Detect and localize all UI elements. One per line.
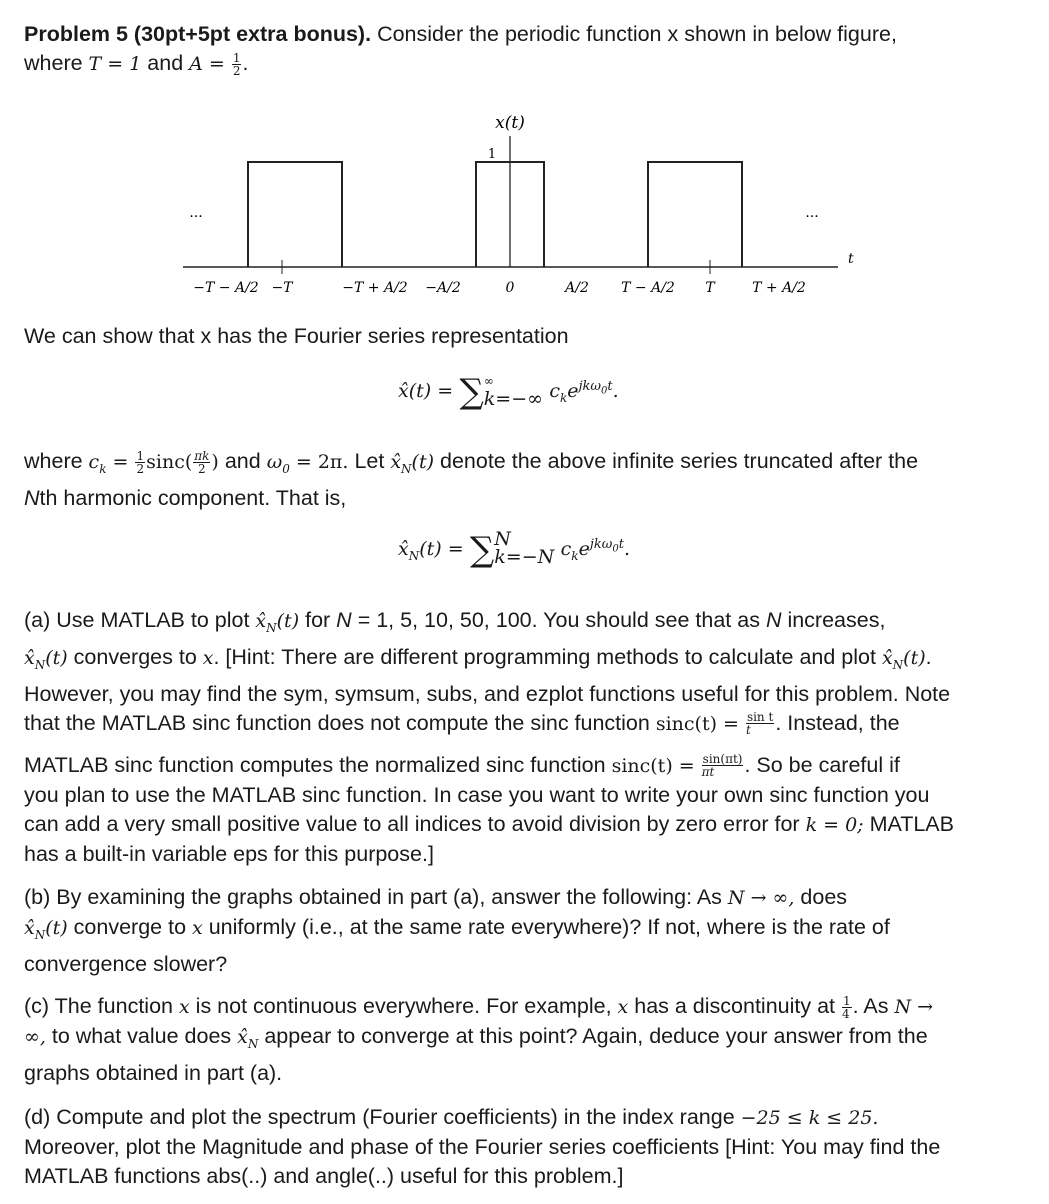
problem-statement: Problem 5 (30pt+5pt extra bonus). Consider the periodic function x shown in below figure, where T = 1 and A = $\frac{1}{2}$ . [24, 22, 897, 78]
tick-label: −T + A/2 [342, 280, 408, 296]
part-a: (a) Use MATLAB to plot $x̂_N(t)$ for N = 1, 5, 10, 50, 100. You should see that as N increases, $x̂_N(t)$ converges to x. [Hint: There are different programming methods to calculate and plot $x̂_N(t)$. However, you may find the sym, symsum, subs, and ezplot functions useful for this problem. Note that the MATLAB sinc function does not compute the sinc function sinc(t) = $\frac{\text{sin t}}{t}$ . Instead, the MATLAB sinc function computes the normalized sinc function sinc(t) = $\frac{\sin(\pi t)}{\pi t}$ . So be careful if you plan to use the MATLAB sinc function. In case you want to write your own sinc function you can add a very small positive value to all indices to avoid division by zero error for k = 0; MATLAB has a built-in variable eps for this purpose.] [24, 608, 954, 866]
pulse-right [648, 162, 742, 267]
tick-label: 0 [505, 280, 515, 296]
tick-label: T [705, 280, 715, 296]
t-axis-label: t [848, 251, 854, 267]
coefficients-paragraph: where $c_k$ = $\frac{1}{2}$ sinc( $\frac{\pi k}{2}$ ) and $\omega_0 = 2\pi$. Let $x̂_N(t)$ denote the above infinite series truncated after the Nth harmonic component. That is, [24, 448, 919, 510]
part-d: (d) Compute and plot the spectrum (Fourier coefficients) in the index range −25 ≤ k ≤ 25. Moreover, plot the Magnitude and phase of the Fourier series coefficients [Hint: You may find the MATLAB functions abs(..) and angle(..) useful for this problem.] [24, 1105, 941, 1188]
tick-label: A/2 [565, 280, 589, 296]
part-c: (c) The function x is not continuous everywhere. For example, x has a discontinuity at $\frac{1}{4}$ . As N → ∞, to what value does $x̂_N$ appear to converge at this point? Again, deduce your answer from the graphs obtained in part (a). [24, 993, 934, 1085]
ellipsis-right: ··· [805, 209, 819, 225]
tick-label: −A/2 [425, 280, 461, 296]
truncated-series-equation: $x̂_N(t)$ = ∑ N k=−N $c_ke^{jk\omega_0t}$. [398, 527, 630, 570]
periodic-function-figure [0, 100, 1049, 300]
tick-label: −T − A/2 [193, 280, 259, 296]
tick-label: T − A/2 [621, 280, 675, 296]
series-sentence: We can show that x has the Fourier series representation [24, 324, 569, 348]
tick-label: −T [271, 280, 293, 296]
fourier-series-equation: x̂(t) = ∑ ∞ k=−∞ $c_ke^{jk\omega_0t}$. [398, 372, 619, 412]
problem-title: Problem 5 (30pt+5pt extra bonus). [24, 22, 372, 46]
y-tick-label: 1 [487, 147, 497, 162]
ellipsis-left: ··· [189, 209, 203, 225]
pulse-left [248, 162, 342, 267]
part-b: (b) By examining the graphs obtained in part (a), answer the following: As N → ∞, does $x̂_N(t)$ converge to x uniformly (i.e., at the same rate everywhere)? If not, where is the rate of convergence slower? [24, 885, 890, 976]
tick-label: T + A/2 [752, 280, 806, 296]
y-axis-label: x(t) [495, 113, 525, 133]
